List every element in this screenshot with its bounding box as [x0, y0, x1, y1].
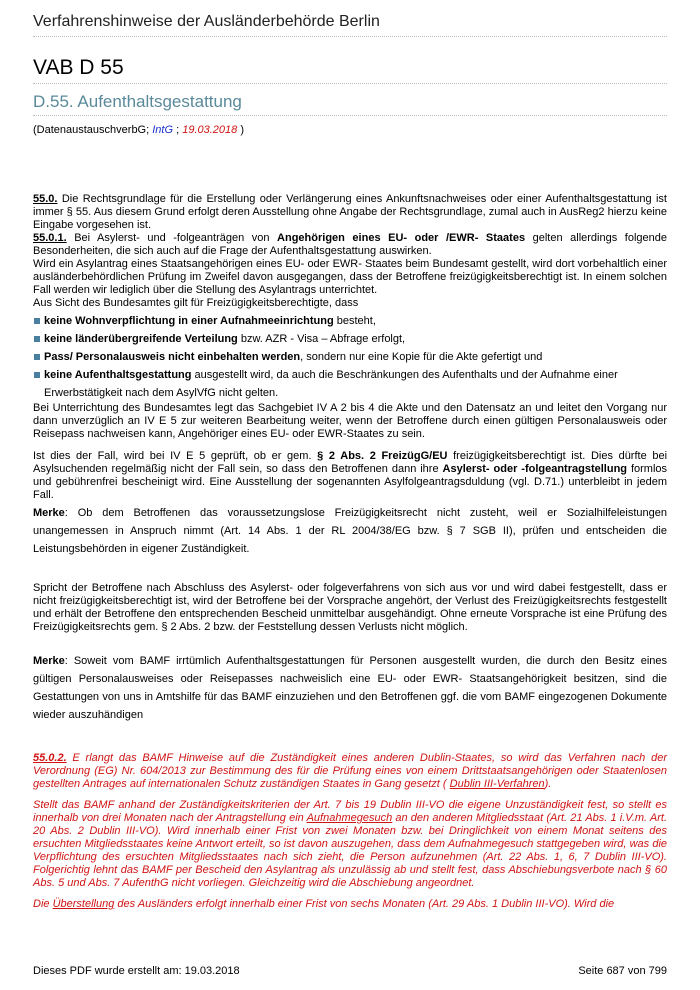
paragraph: Wird ein Asylantrag eines Staatsangehörigen eines EU- oder EWR- Staates beim Bundesamt gestellt, wird dort vorbehaltlich einer ausländerbehördlichen Prüfung im Zweifel davon ausgegangen, dass der Betroffene freizügigkeitsberechtigt ist. In einem solchen Fall werden wir lediglich über die Stellung des Asylantrags unterrichtet.: [33, 258, 667, 296]
list-item: Pass/ Personalausweis nicht einbehalten werden, sondern nur eine Kopie für die Akte gefertigt und: [33, 348, 667, 366]
footer-created: Dieses PDF wurde erstellt am: 19.03.2018: [33, 965, 240, 977]
document-body: [33, 193, 667, 911]
divider: [33, 115, 667, 116]
paragraph: Die Überstellung des Ausländers erfolgt innerhalb einer Frist von sechs Monaten (Art. 29 Abs. 1 Dublin III-VO). Wird die: [33, 898, 615, 910]
paragraph-55-0-2: 55.0.2. E rlangt das BAMF Hinweise auf die Zuständigkeit eines anderen Dublin-Staates, so wird das Verfahren nach der Verordnung (EG) Nr. 604/2013 zur Bestimmung des für die Prüfung eines von einem Drittstaatsangehörigen oder Staatenlosen gestellten Antrages auf internationalen Schutz zuständigen Staates in Gang gesetzt ( Dublin III-Verfahren).: [33, 752, 667, 790]
merke-note: Merke: Soweit vom BAMF irrtümlich Aufenthaltsgestattungen für Personen ausgestellt wurden, die durch den Besitz eines gültigen Personalausweises oder Reisepasses nachweislich eine EU- oder EWR- Staatsangehörigkeit besitzen, sind die Gestattungen von uns in Amtshilfe für das BAMF einzuziehen und den Betroffenen ggf. die vom BAMF eingezogenen Dokumente wieder auszuhändigen: [33, 655, 667, 721]
paragraph-55-0: 55.0. Die Rechtsgrundlage für die Erstellung oder Verlängerung eines Ankunftsnachweises oder einer Aufenthaltsgestattung ist immer § 55. Aus diesem Grund erfolgt deren Ausstellung ohne Angabe der Rechtsgrundlage, zumal auch in AusReg2 hierzu keine Eingabe vorgesehen ist.: [33, 193, 667, 231]
merke-note: Merke: Ob dem Betroffenen das voraussetzungslose Freizügigkeitsrecht nicht zusteht, weil er Sozialhilfeleistungen unangemessen in Anspruch nimmt (Art. 14 Abs. 1 der RL 2004/38/EG bzw. § 7 SGB II), prüfen und entscheiden die Leistungsbehörden in eigener Zuständigkeit.: [33, 507, 667, 555]
section-title: D.55. Aufenthaltsgestattung: [33, 92, 242, 111]
paragraph: Bei Unterrichtung des Bundesamtes legt das Sachgebiet IV A 2 bis 4 die Akte und den Datensatz an und leitet den Vorgang nur dann unverzüglich an IV E 5 zur weiteren Bearbeitung weiter, wenn der Betroffene durch einen gültigen Personalausweis oder Reisepass nachweisen kann, Angehöriger eines EU- oder EWR-Staates zu sein.: [33, 402, 667, 440]
dublin-link[interactable]: Dublin III-Verfahren: [449, 778, 545, 790]
aufnahmegesuch-link[interactable]: Aufnahmegesuch: [306, 812, 393, 824]
bullet-list: [33, 312, 667, 402]
list-item: keine Aufenthaltsgestattung ausgestellt wird, da auch die Beschränkungen des Aufenthalts und der Aufnahme einer Erwerbstätigkeit nach dem AsylVfG nicht gelten.: [33, 366, 667, 402]
bullet-icon: [34, 354, 40, 360]
paragraph: Stellt das BAMF anhand der Zuständigkeitskriterien der Art. 7 bis 19 Dublin III-VO die eigene Unzuständigkeit fest, so stellt es innerhalb von drei Monaten nach der Antragstellung ein Aufnahmegesuch an den anderen Mitgliedsstaat (Art. 21 Abs. 1 i.V.m. Art. 20 Abs. 2 Dublin III-VO). Wird innerhalb einer Frist von zwei Monaten bzw. bei Dringlichkeit von einem Monat seitens des ersuchten Mitgliedsstaates keine Antwort erteilt, so ist davon auszugehen, dass dem Aufnahmegesuch stattgegeben wird, was die Verpflichtung des ersuchten Mitgliedsstaates nach sich zieht, die Person aufzunehmen (Art. 22 Abs. 1, 6, 7 Dublin III-VO). Folgerichtig lehnt das BAMF per Bescheid den Asylantrag als unzulässig ab und stellt fest, dass Abschiebungsverbote nach § 60 Abs. 5 und Abs. 7 AufenthG nicht vorliegen. Gleichzeitig wird die Abschiebung angeordnet.: [33, 799, 667, 889]
intg-link[interactable]: IntG: [152, 124, 174, 136]
bullet-icon: [34, 336, 40, 342]
list-item: keine Wohnverpflichtung in einer Aufnahmeeinrichtung besteht,: [33, 312, 667, 330]
citation: (DatenaustauschverbG; IntG ; 19.03.2018 ): [33, 124, 244, 136]
bullet-icon: [34, 318, 40, 324]
divider: [33, 83, 667, 84]
page-number: Seite 687 von 799: [578, 965, 667, 977]
paragraph: Aus Sicht des Bundesamtes gilt für Freizügigkeitsberechtigte, dass: [33, 297, 359, 309]
paragraph-55-0-1: 55.0.1. Bei Asylerst- und -folgeanträgen von Angehörigen eines EU- oder /EWR- Staates gelten allerdings folgende Besonderheiten, die sich auch auf die Frage der Aufenthaltsgestattung auswirken.: [33, 232, 667, 257]
list-item: keine länderübergreifende Verteilung bzw. AZR - Visa – Abfrage erfolgt,: [33, 330, 667, 348]
document-header: Verfahrenshinweise der Ausländerbehörde Berlin: [33, 13, 380, 30]
paragraph: Spricht der Betroffene nach Abschluss des Asylerst- oder folgeverfahrens von sich aus vor und wird dabei festgestellt, dass er nicht freizügigkeitsberechtigt ist, wird der Betroffene bei der Vorsprache angehört, der Verlust des Freizügigkeitsrechts festgestellt und erhält der Betroffene den entsprechenden Bescheid unmittelbar ausgehändigt. Ohne erneute Vorsprache ist eine Prüfung des Freizügigkeitsrechts gem. § 2 Abs. 2 bzw. der Feststellung dessen Verlusts nicht möglich.: [33, 582, 667, 633]
paragraph: Ist dies der Fall, wird bei IV E 5 geprüft, ob er gem. § 2 Abs. 2 FreizügG/EU freizügigkeitsberechtigt ist. Dies dürfte bei Asylsuchenden regelmäßig nicht der Fall sein, so dass den Betroffenen dann ihre Asylerst- oder -folgeantragstellung formlos und gebührenfrei bescheinigt wird. Eine Ausstellung der sogenannten Asylfolgeantragsduldung (vgl. D.71.) unterbleibt in jedem Fall.: [33, 450, 668, 501]
divider: [33, 36, 667, 37]
ueberstellung-link[interactable]: Überstellung: [52, 898, 115, 910]
doc-code: VAB D 55: [33, 56, 124, 79]
bullet-icon: [34, 372, 40, 378]
